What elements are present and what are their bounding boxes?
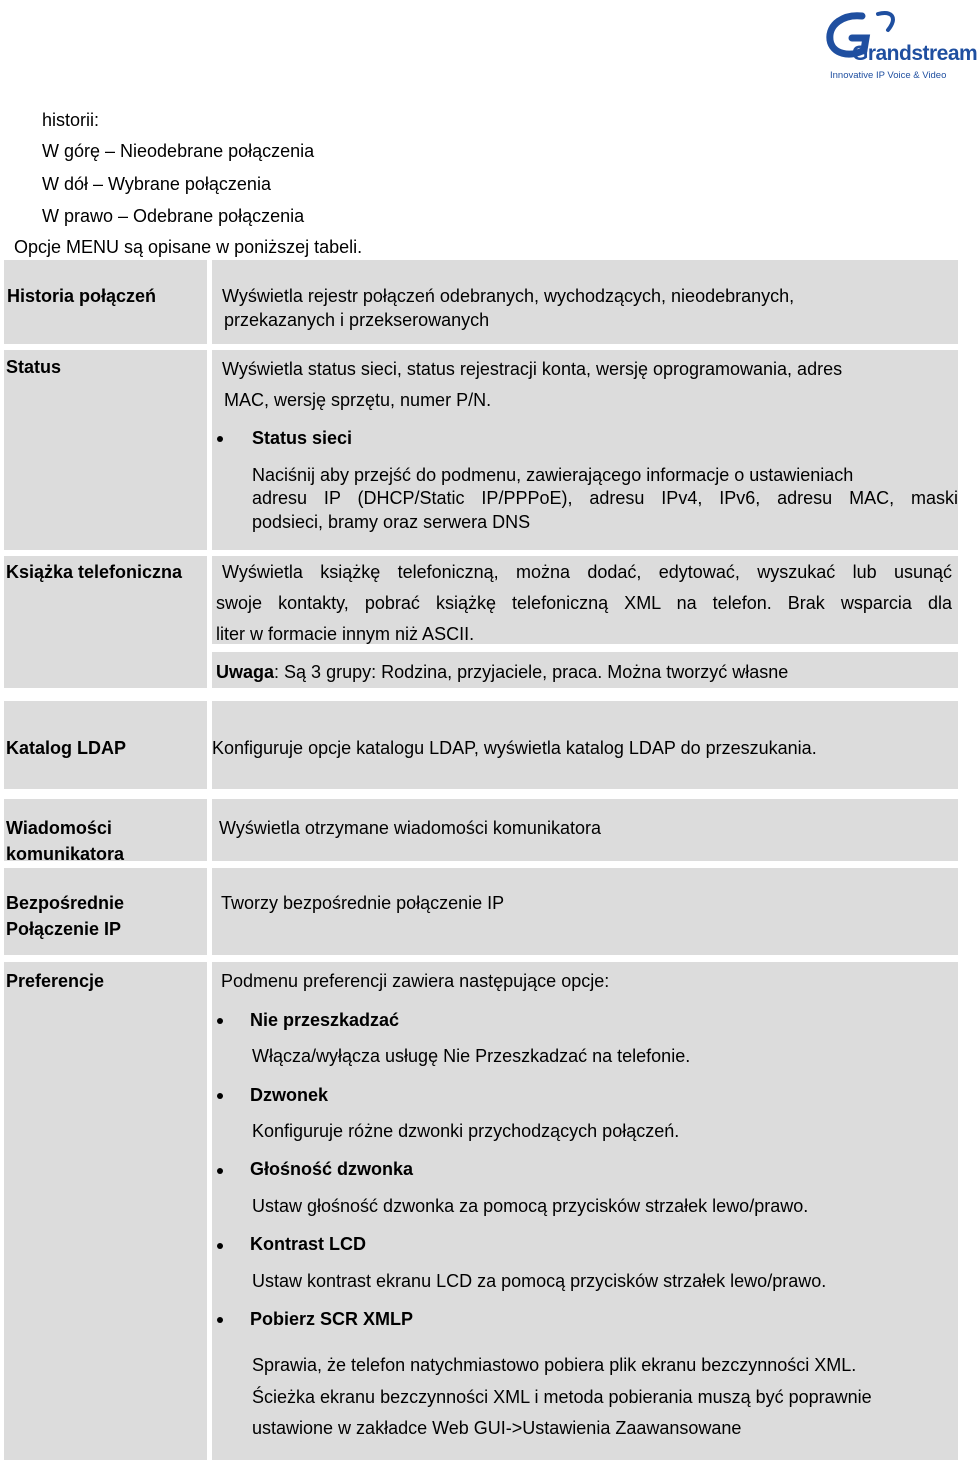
logo-wordmark: Grandstream (852, 42, 977, 65)
bullet-title: Kontrast LCD (250, 1234, 366, 1254)
bullet-icon (217, 1243, 223, 1249)
bullet-desc: adresu IP (DHCP/Static IP/PPPoE), adresu IPv4, IPv6, adresu MAC, maski (252, 488, 958, 508)
bullet-icon (217, 1168, 223, 1174)
row-desc: Wyświetla rejestr połączeń odebranych, wychodzących, nieodebranych, (222, 286, 795, 306)
bullet-icon (217, 1317, 223, 1323)
row-desc: Konfiguruje opcje katalogu LDAP, wyświetla katalog LDAP do przeszukania. (212, 738, 817, 758)
intro-line: historii: (42, 110, 100, 130)
logo-tagline: Innovative IP Voice & Video (830, 70, 947, 81)
bullet-icon (217, 436, 223, 442)
row-desc: Wyświetla otrzymane wiadomości komunikatora (219, 818, 601, 838)
bullet-icon (217, 1018, 223, 1024)
row-label-ldap: Katalog LDAP (6, 738, 127, 758)
row-desc: liter w formacie innym niż ASCII. (216, 624, 475, 644)
row-label-status: Status (6, 357, 62, 377)
bullet-desc: Ustaw głośność dzwonka za pomocą przycisków strzałek lewo/prawo. (252, 1196, 809, 1216)
bullet-title: Głośność dzwonka (250, 1159, 414, 1179)
note-text: : Są 3 grupy: Rodzina, przyjaciele, praca. Można tworzyć własne (274, 662, 789, 682)
bullet-title: Nie przeszkadzać (250, 1010, 400, 1030)
bullet-desc: Ustaw kontrast ekranu LCD za pomocą przycisków strzałek lewo/prawo. (252, 1271, 827, 1291)
bullet-title: Pobierz SCR XMLP (250, 1309, 414, 1329)
bullet-title: Status sieci (252, 428, 353, 448)
intro-line: W dół – Wybrane połączenia (42, 174, 271, 194)
row-desc: przekazanych i przekserowanych (224, 310, 490, 330)
intro-line: W prawo – Odebrane połączenia (42, 206, 305, 226)
bullet-desc: Konfiguruje różne dzwonki przychodzących połączeń. (252, 1121, 680, 1141)
row-label-ksiazka: Książka telefoniczna (6, 562, 183, 582)
note-label: Uwaga (216, 662, 275, 682)
grandstream-logo (822, 8, 977, 84)
note-line (216, 661, 788, 683)
row-label-wiadomosci: komunikatora (6, 844, 125, 864)
bullet-desc: podsieci, bramy oraz serwera DNS (252, 512, 531, 532)
row-label-bezposrednie: Bezpośrednie (6, 893, 125, 913)
row-label-wiadomosci: Wiadomości (6, 818, 112, 838)
row-desc: Tworzy bezpośrednie połączenie IP (221, 893, 505, 913)
row-label-historia: Historia połączeń (7, 286, 157, 306)
table-cell (4, 962, 207, 1460)
intro-line: W górę – Nieodebrane połączenia (42, 141, 315, 161)
row-desc: Wyświetla status sieci, status rejestracji konta, wersję oprogramowania, adres (222, 359, 843, 379)
options-note: Opcje MENU są opisane w poniższej tabeli. (14, 237, 363, 257)
row-desc: Podmenu preferencji zawiera następujące opcje: (221, 971, 610, 991)
bullet-desc: Sprawia, że telefon natychmiastowo pobiera plik ekranu bezczynności XML. (252, 1355, 857, 1375)
row-desc: Wyświetla książkę telefoniczną, można dodać, edytować, wyszukać lub usunąć (222, 562, 952, 582)
row-label-preferencje: Preferencje (6, 971, 105, 991)
row-desc: MAC, wersję sprzętu, numer P/N. (224, 390, 492, 410)
table-cell (4, 350, 207, 550)
bullet-desc: Naciśnij aby przejść do podmenu, zawierającego informacje o ustawieniach (252, 465, 854, 485)
bullet-icon (217, 1093, 223, 1099)
bullet-title: Dzwonek (250, 1085, 329, 1105)
bullet-desc: Włącza/wyłącza usługę Nie Przeszkadzać na telefonie. (252, 1046, 691, 1066)
bullet-desc: Ścieżka ekranu bezczynności XML i metoda pobierania muszą być poprawnie (252, 1387, 872, 1407)
row-label-bezposrednie: Połączenie IP (6, 919, 122, 939)
row-desc: swoje kontakty, pobrać książkę telefoniczną XML na telefon. Brak wsparcia dla (216, 593, 952, 613)
bullet-desc: ustawione w zakładce Web GUI->Ustawienia Zaawansowane (252, 1418, 742, 1438)
